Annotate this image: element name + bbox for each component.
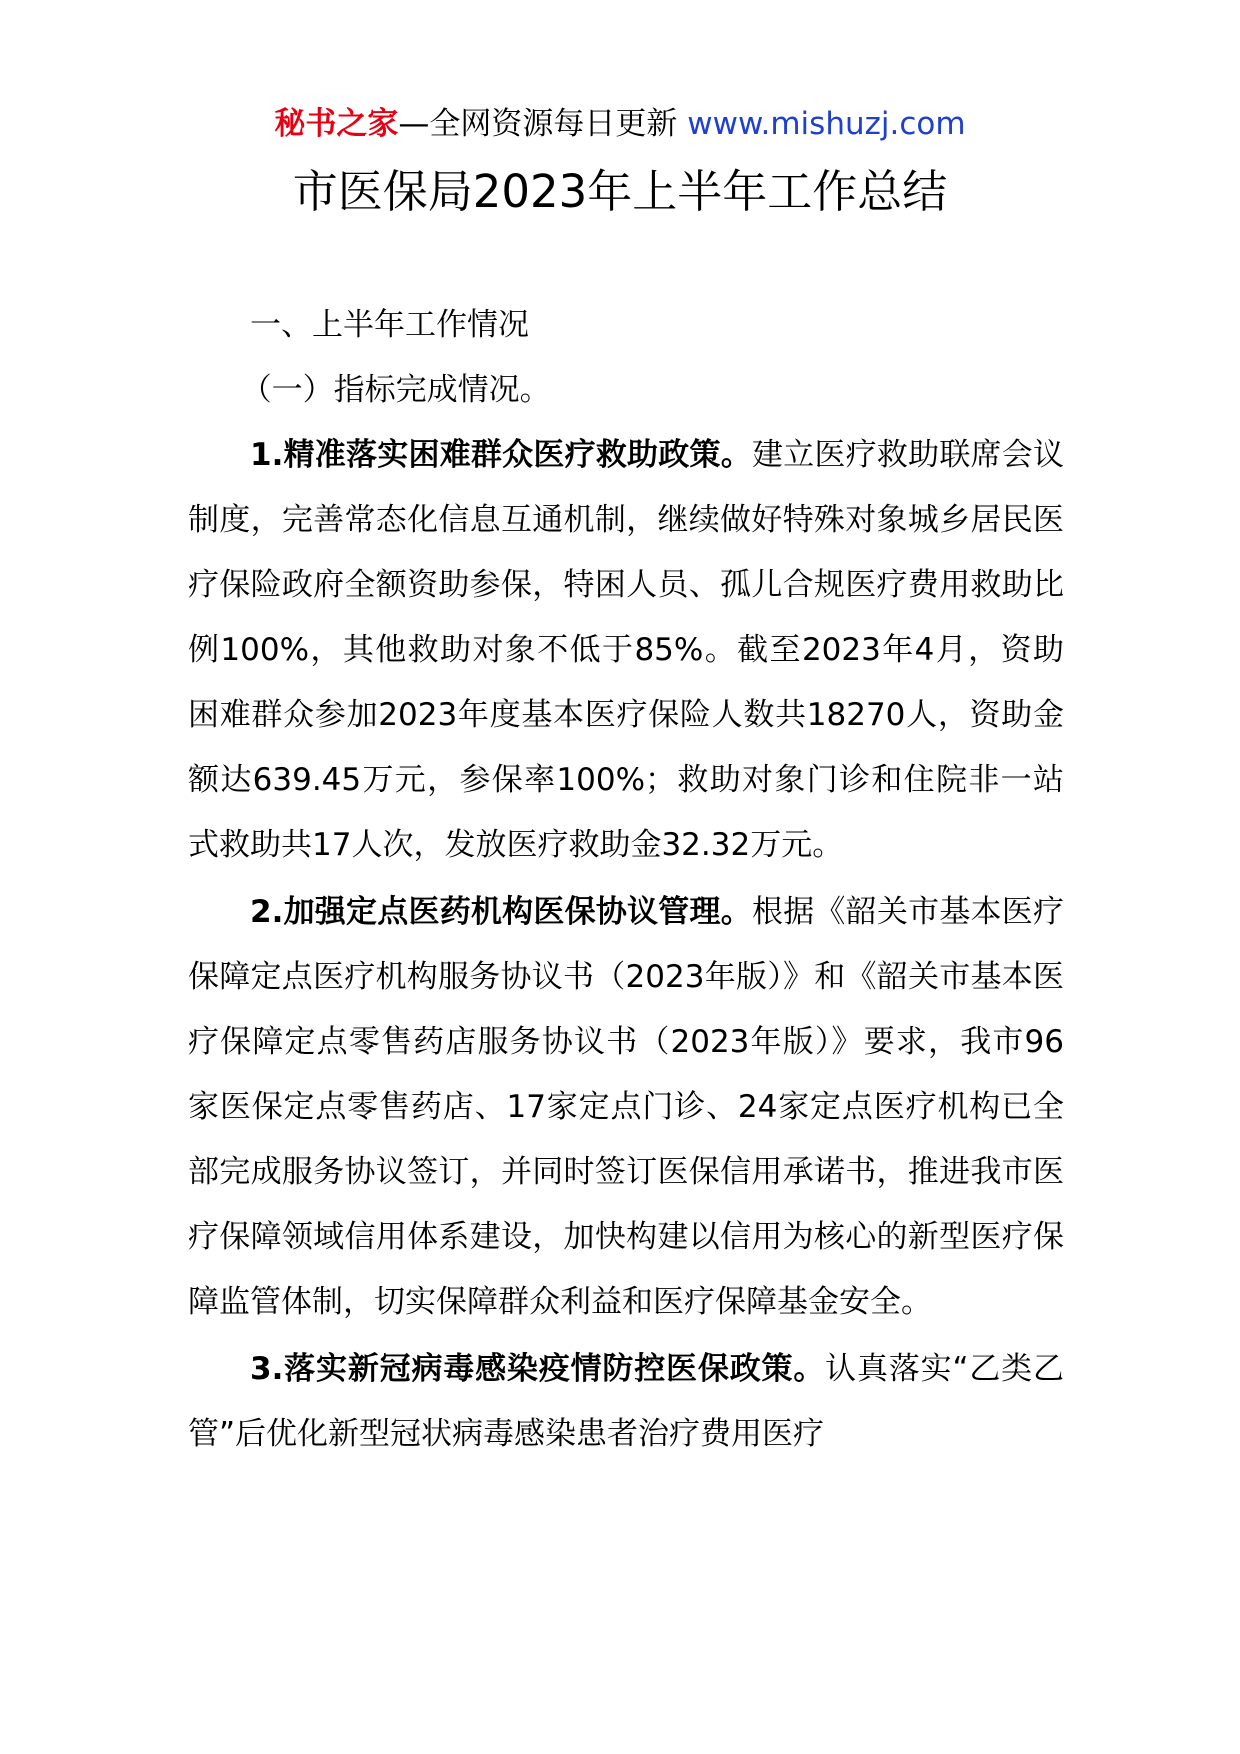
paragraph-1-text: 建立医疗救助联席会议制度，完善常态化信息互通机制，继续做好特殊对象城乡居民医疗保险政府全额资助参保，特困人员、孤儿合规医疗费用救助比例100%，其他救助对象不低于85%。截至2023年4月，资助困难群众参加2023年度基本医疗保险人数共18270人，资助金额达639.45万元，参保率100%；救助对象门诊和住院非一站式救助共17人次，发放医疗救助金32.32万元。 bbox=[188, 437, 1064, 863]
site-brand-name: 秘书之家 bbox=[274, 106, 399, 142]
paragraph-2 bbox=[188, 880, 1064, 1335]
paragraph-2-text: 根据《韶关市基本医疗保障定点医疗机构服务协议书（2023年版）》和《韶关市基本医疗保障定点零售药店服务协议书（2023年版）》要求，我市96家医保定点零售药店、17家定点门诊、24家定点医疗机构已全部完成服务协议签订，并同时签订医保信用承诺书，推进我市医疗保障领域信用体系建设，加快构建以信用为核心的新型医疗保障监管体制，切实保障群众利益和医疗保障基金安全。 bbox=[188, 894, 1064, 1320]
document-title: 市医保局2023年上半年工作总结 bbox=[292, 165, 948, 218]
paragraph-1-lead: 1.精准落实困难群众医疗救助政策。 bbox=[250, 437, 752, 473]
paragraph-3-lead: 3.落实新冠病毒感染疫情防控医保政策。 bbox=[250, 1351, 826, 1387]
paragraph-1 bbox=[188, 423, 1064, 878]
site-slogan: —全网资源每日更新 bbox=[398, 106, 688, 142]
paragraph-2-lead: 2.加强定点医药机构医保协议管理。 bbox=[250, 894, 752, 930]
section-heading: 一、上半年工作情况 bbox=[250, 307, 529, 343]
document-body bbox=[188, 293, 1064, 1467]
subsection-heading: （一）指标完成情况。 bbox=[240, 372, 551, 408]
site-url-link[interactable]: www.mishuzj.com bbox=[687, 106, 966, 142]
paragraph-3-text: 认真落实“乙类乙管”后优化新型冠状病毒感染患者治疗费用医疗 bbox=[188, 1351, 1064, 1452]
site-header-banner bbox=[0, 104, 1240, 144]
paragraph-3 bbox=[188, 1337, 1064, 1467]
